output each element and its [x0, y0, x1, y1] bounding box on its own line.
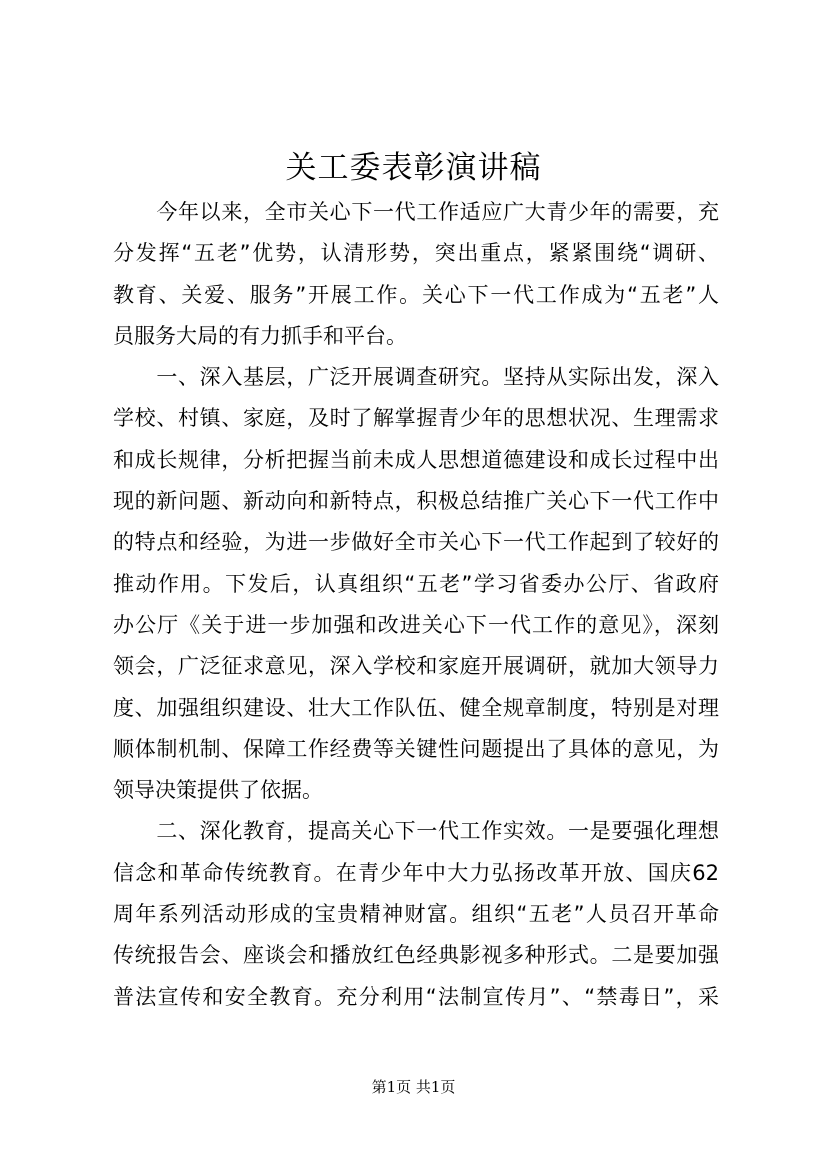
body-line: 一、深入基层，广泛开展调查研究。坚持从实际出发，深入: [113, 365, 719, 390]
body-line: 现的新问题、新动向和新特点，积极总结推广关心下一代工作中: [113, 489, 719, 514]
body-line: 顺体制机制、保障工作经费等关键性问题提出了具体的意见，为: [113, 736, 719, 761]
page-footer: 第1页 共1页: [371, 1078, 456, 1096]
body-line: 信念和革命传统教育。在青少年中大力弘扬改革开放、国庆62: [113, 860, 719, 885]
body-line: 办公厅《关于进一步加强和改进关心下一代工作的意见》，深刻: [113, 612, 719, 637]
body-line: 普法宣传和安全教育。充分利用“法制宣传月”、“禁毒日”，采: [113, 984, 719, 1009]
body-line: 教育、关爱、服务”开展工作。关心下一代工作成为“五老”人: [113, 282, 719, 307]
body-line: 学校、村镇、家庭，及时了解掌握青少年的思想状况、生理需求: [113, 406, 719, 431]
body-line: 二、深化教育，提高关心下一代工作实效。一是要强化理想: [113, 819, 719, 844]
body-line: 领导决策提供了依据。: [113, 778, 323, 803]
body-line: 周年系列活动形成的宝贵精神财富。组织“五老”人员召开革命: [113, 902, 719, 927]
body-line: 推动作用。下发后，认真组织“五老”学习省委办公厅、省政府: [113, 571, 719, 596]
body-line: 分发挥“五老”优势，认清形势，突出重点，紧紧围绕“调研、: [113, 241, 719, 266]
body-line: 的特点和经验，为进一步做好全市关心下一代工作起到了较好的: [113, 530, 719, 555]
body-line: 员服务大局的有力抓手和平台。: [113, 323, 407, 348]
body-line: 领会，广泛征求意见，深入学校和家庭开展调研，就加大领导力: [113, 654, 719, 679]
body-line: 传统报告会、座谈会和播放红色经典影视多种形式。二是要加强: [113, 943, 719, 968]
document-title: 关工委表彰演讲稿: [285, 150, 542, 186]
paragraph-section-2: [113, 811, 719, 1017]
body-line: 今年以来，全市关心下一代工作适应广大青少年的需要，充: [113, 200, 719, 224]
document-body: [113, 192, 719, 1018]
paragraph-section-1: [113, 357, 719, 811]
body-line: 度、加强组织建设、壮大工作队伍、健全规章制度，特别是对理: [113, 695, 719, 720]
body-line: 和成长规律，分析把握当前未成人思想道德建设和成长过程中出: [113, 447, 719, 472]
paragraph-intro: [113, 192, 719, 357]
